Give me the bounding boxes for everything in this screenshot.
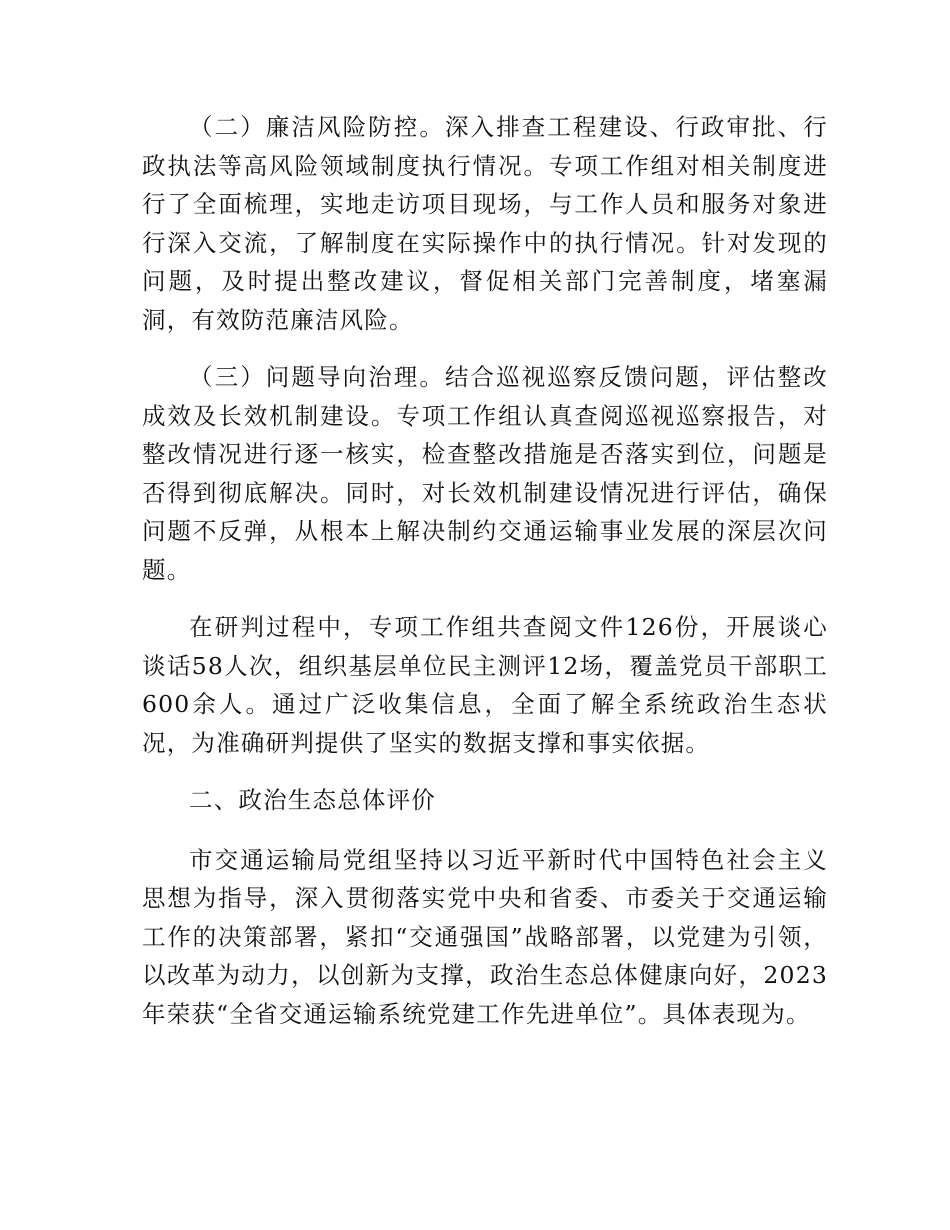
paragraph-assessment-process: 在研判过程中，专项工作组共查阅文件126份，开展谈心谈话58人次，组织基层单位民主测评12场，覆盖党员干部职工600余人。通过广泛收集信息，全面了解全系统政治生态状况，为准确研判提供了坚实的数据支撑和事实依据。 (142, 613, 828, 757)
paragraph-integrity-risk-control: （二）廉洁风险防控。深入排查工程建设、行政审批、行政执法等高风险领域制度执行情况。专项工作组对相关制度进行了全面梳理，实地走访项目现场，与工作人员和服务对象进行深入交流，了解制度在实际操作中的执行情况。针对发现的问题，及时提出整改建议，督促相关部门完善制度，堵塞漏洞，有效防范廉洁风险。 (142, 113, 828, 334)
document-body (142, 108, 828, 1052)
paragraph-problem-oriented-governance: （三）问题导向治理。结合巡视巡察反馈问题，评估整改成效及长效机制建设。专项工作组认真查阅巡视巡察报告，对整改情况进行逐一核实，检查整改措施是否落实到位，问题是否得到彻底解决。同时，对长效机制建设情况进行评估，确保问题不反弹，从根本上解决制约交通运输事业发展的深层次问题。 (142, 363, 828, 584)
paragraph-overall-evaluation: 市交通运输局党组坚持以习近平新时代中国特色社会主义思想为指导，深入贯彻落实党中央和省委、市委关于交通运输工作的决策部署，紧扣“交通强国”战略部署，以党建为引领，以改革为动力，以创新为支撑，政治生态总体健康向好，2023年荣获“全省交通运输系统党建工作先进单位”。具体表现为。 (142, 845, 828, 1028)
section-heading: 二、政治生态总体评价 (189, 786, 436, 814)
